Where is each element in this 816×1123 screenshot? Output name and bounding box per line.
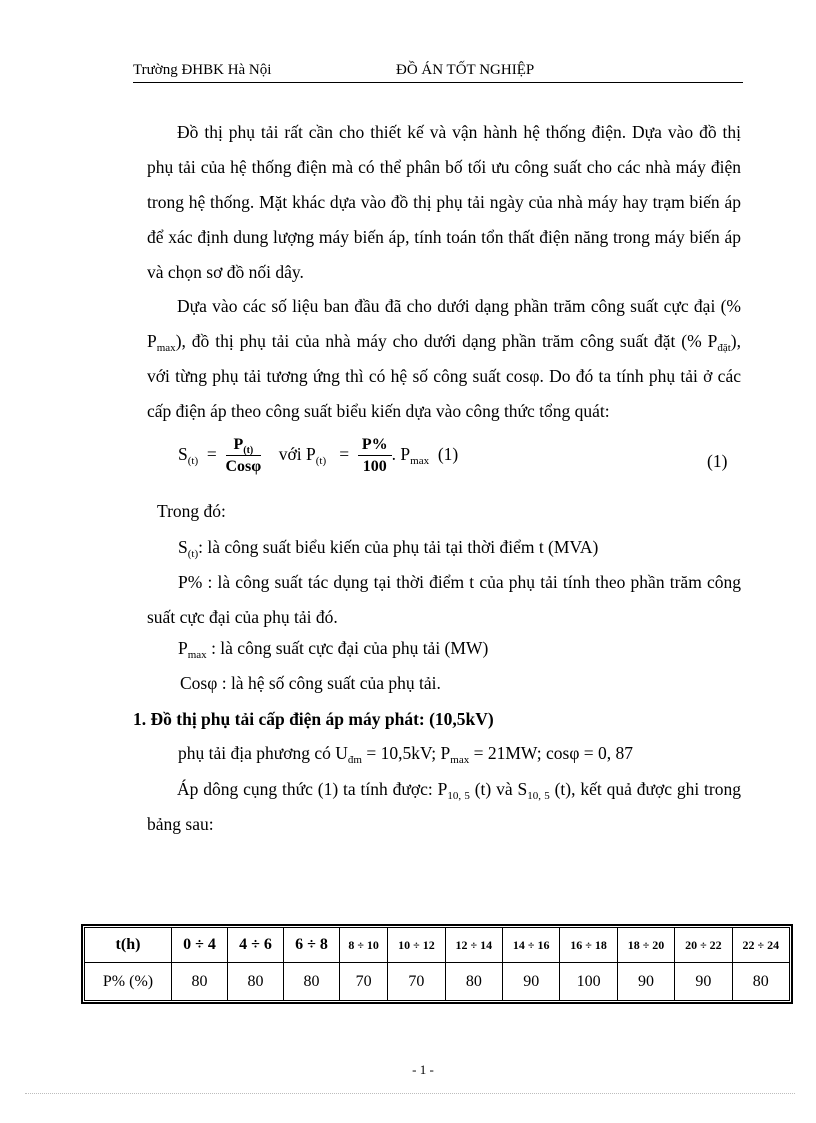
table-cell: 80 [172, 963, 228, 1001]
table-cell: 100 [560, 963, 617, 1001]
paragraph-data: Dựa vào các số liệu ban đầu đã cho dưới dạng phần trăm công suất cực đại (% $P_{max}$), đồ thị phụ tải của nhà máy cho dưới dạng phần trăm công suất đặt (% $P_{đặt}$), với từng phụ tải tương ứng thì có hệ số công suất cosφ. Do đó ta tính phụ tải ở các cấp điện áp theo công suất biểu kiến dựa vào công thức tổng quát: [147, 296, 741, 421]
table-header-cell: 0 ÷ 4 [172, 928, 228, 963]
table-header-cell: 16 ÷ 18 [560, 928, 617, 963]
where-label: Trong đó: [157, 501, 226, 521]
table-cell: 80 [732, 963, 789, 1001]
table-header-cell: 14 ÷ 16 [503, 928, 560, 963]
page-header [133, 60, 743, 83]
table-cell: 80 [445, 963, 502, 1001]
header-title: ĐỒ ÁN TỐT NGHIỆP [396, 62, 535, 78]
table-header-cell: 18 ÷ 20 [617, 928, 674, 963]
table-header-row [85, 928, 790, 963]
section-1-params: phụ tải địa phương có $U_{đm} = 10,5kV$; $P_{max} = 21MW$; cosφ = 0, 87 [178, 743, 634, 766]
def-p-percent: P% : là công suất tác dụng tại thời điểm t của phụ tải tính theo phần trăm công suất cực đại của phụ tải đó. [147, 572, 741, 627]
table-cell: 80 [284, 963, 340, 1001]
paragraph-intro: Đồ thị phụ tải rất cần cho thiết kế và vận hành hệ thống điện. Dựa vào đồ thị phụ tải của hệ thống điện mà có thể phân bố tối ưu công suất cho các nhà máy điện trong hệ thống. Mặt khác dựa vào đồ thị phụ tải ngày của nhà máy hay trạm biến áp để xác định dung lượng máy biến áp, tính toán tổn thất điện năng trong máy biến áp và chọn sơ đồ nối dây. [147, 122, 741, 282]
table-header-cell: 22 ÷ 24 [732, 928, 789, 963]
page-break-divider [25, 1093, 795, 1094]
table-header-cell: 20 ÷ 22 [675, 928, 732, 963]
table-cell: 70 [388, 963, 445, 1001]
formula-1: $S_{(t)}$ = $\frac{P_{(t)}}{\text{Cosφ}}$ với $P_{(t)}$ = $\frac{P\%}{100}$ . $P_{max}$ (1) [178, 436, 459, 475]
page-number: - 1 - [412, 1062, 434, 1077]
section-1-title: 1. Đồ thị phụ tải cấp điện áp máy phát: (10,5kV) [133, 709, 494, 729]
fraction-percent: $\frac{P\%}{100}$ [358, 436, 392, 476]
table-header-cell: 10 ÷ 12 [388, 928, 445, 963]
section-1-apply: Áp dông cụng thức (1) ta tính được: $P_{10, 5}$ (t) và $S_{10, 5}$ (t), kết quả được ghi trong bảng sau: [147, 779, 742, 834]
def-s: $S_{(t)}$: là công suất biểu kiến của phụ tải tại thời điểm t (MVA) [178, 537, 599, 560]
table-header-cell: 12 ÷ 14 [445, 928, 502, 963]
table-header-cell: 6 ÷ 8 [284, 928, 340, 963]
formula-number: (1) [707, 451, 728, 471]
table-cell: P% (%) [85, 963, 172, 1001]
load-table [84, 927, 790, 1001]
table-cell: 80 [228, 963, 284, 1001]
header-school: Trường ĐHBK Hà Nội [133, 62, 272, 78]
fraction-power-cos: $\frac{P_{(t)}}{\text{Cosφ}}$ [225, 436, 262, 475]
table-cell: 90 [503, 963, 560, 1001]
table-row [85, 963, 790, 1001]
table-header-cell: t(h) [85, 928, 172, 963]
table-header-cell: 8 ÷ 10 [340, 928, 388, 963]
def-cos: Cosφ : là hệ số công suất của phụ tải. [180, 673, 441, 693]
table-cell: 90 [617, 963, 674, 1001]
table-cell: 70 [340, 963, 388, 1001]
table-header-cell: 4 ÷ 6 [228, 928, 284, 963]
def-pmax: $P_{max}$ : là công suất cực đại của phụ tải (MW) [178, 638, 489, 661]
table-cell: 90 [675, 963, 732, 1001]
